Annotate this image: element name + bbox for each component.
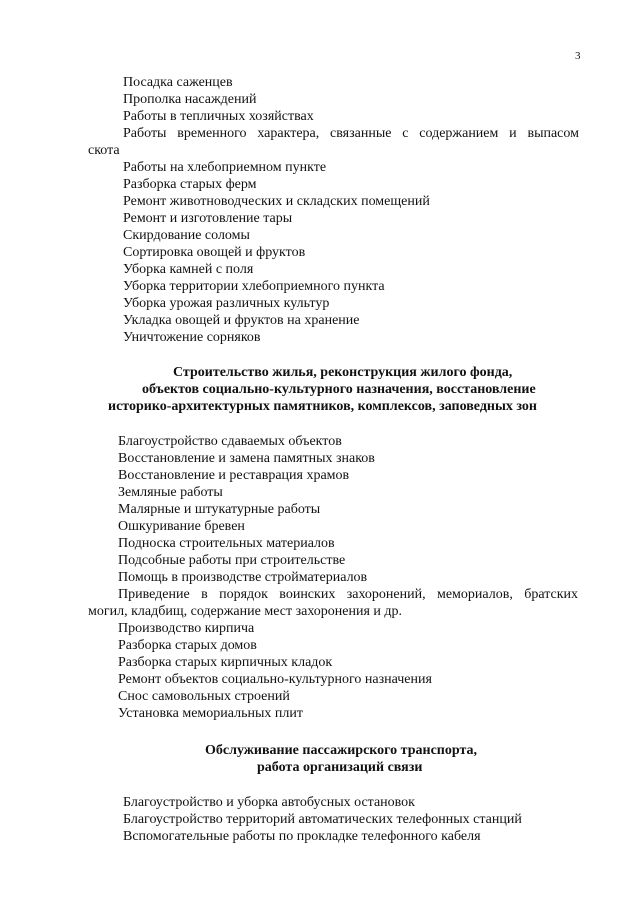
list-item: Ремонт и изготовление тары — [123, 211, 293, 226]
list-item: Помощь в производстве стройматериалов — [118, 570, 368, 585]
list-item: Ошкуривание бревен — [118, 519, 245, 534]
list-item: Благоустройство территорий автоматических телефонных станций — [123, 812, 522, 827]
list-item: Благоустройство и уборка автобусных остановок — [123, 795, 415, 810]
list-item: Уборка территории хлебоприемного пункта — [123, 279, 385, 294]
list-item: Подноска строительных материалов — [118, 536, 335, 551]
list-item: Посадка саженцев — [123, 75, 233, 90]
list-item: Снос самовольных строений — [118, 689, 290, 704]
list-item: Вспомогательные работы по прокладке телефонного кабеля — [123, 829, 481, 844]
list-item: Производство кирпича — [118, 621, 255, 636]
list-item: Разборка старых домов — [118, 638, 257, 653]
list-item-continuation: могил, кладбищ, содержание мест захоронения и др. — [88, 604, 403, 619]
list-item: Уничтожение сорняков — [123, 330, 261, 345]
list-item: Приведение в порядок воинских захоронений, мемориалов, братских — [118, 587, 578, 602]
section-heading: работа организаций связи — [257, 760, 423, 775]
list-item: Прополка насаждений — [123, 92, 257, 107]
list-item: Ремонт объектов социально-культурного назначения — [118, 672, 432, 687]
section-heading: объектов социально-культурного назначения, восстановление — [142, 382, 536, 397]
list-item: Работы в тепличных хозяйствах — [123, 109, 314, 124]
section-heading: Обслуживание пассажирского транспорта, — [205, 743, 478, 758]
list-item: Установка мемориальных плит — [118, 706, 303, 721]
list-item: Земляные работы — [118, 485, 223, 500]
list-item-continuation: скота — [88, 143, 120, 158]
list-item: Малярные и штукатурные работы — [118, 502, 321, 517]
list-item: Ремонт животноводческих и складских помещений — [123, 194, 430, 209]
list-item: Скирдование соломы — [123, 228, 250, 243]
list-item: Работы временного характера, связанные с содержанием и выпасом — [123, 126, 579, 141]
list-item: Разборка старых кирпичных кладок — [118, 655, 333, 670]
list-item: Укладка овощей и фруктов на хранение — [123, 313, 360, 328]
section-heading: историко-архитектурных памятников, комплексов, заповедных зон — [108, 399, 538, 414]
page-number: 3 — [575, 50, 581, 62]
section-heading: Строительство жилья, реконструкция жилого фонда, — [173, 365, 513, 380]
list-item: Работы на хлебоприемном пункте — [123, 160, 327, 175]
list-item: Уборка камней с поля — [123, 262, 254, 277]
list-item: Сортировка овощей и фруктов — [123, 245, 306, 260]
list-item: Подсобные работы при строительстве — [118, 553, 346, 568]
list-item: Благоустройство сдаваемых объектов — [118, 434, 342, 449]
list-item: Уборка урожая различных культур — [123, 296, 330, 311]
list-item: Разборка старых ферм — [123, 177, 257, 192]
list-item: Восстановление и реставрация храмов — [118, 468, 350, 483]
list-item: Восстановление и замена памятных знаков — [118, 451, 375, 466]
